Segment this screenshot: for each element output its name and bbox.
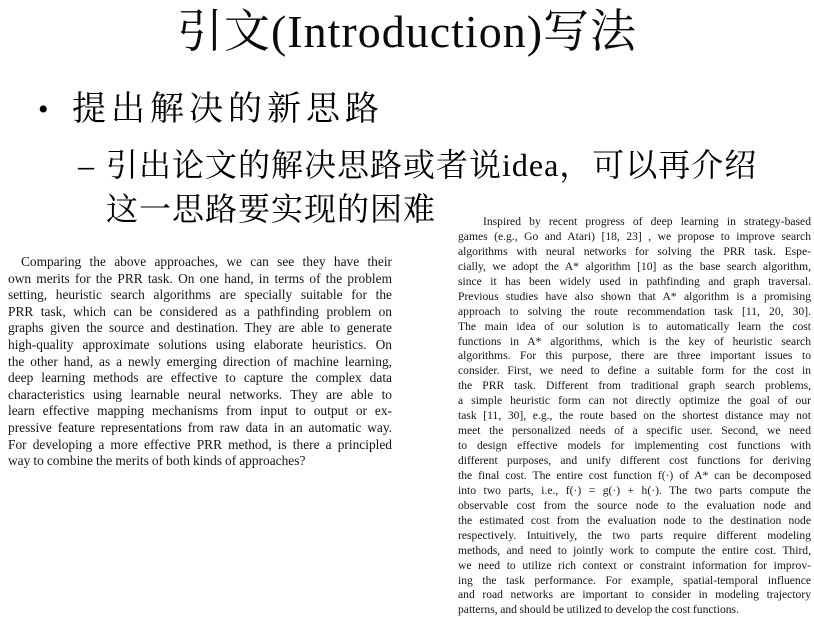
text-line: ing the task performance. For example, spatial-temporal influence (458, 573, 811, 587)
bullet-dot-icon: • (38, 93, 49, 126)
text-line: pressive feature representations from raw data in an automatic way. (8, 419, 392, 435)
text-line: we need to utilize rich context or constraint information for improv- (458, 558, 811, 572)
text-line: since it has been widely used in pathfinding and graph traversal. (458, 274, 811, 288)
text-line: the estimated cost from the evaluation node to the destination node (458, 513, 811, 527)
bullet-item-new-idea (38, 88, 384, 132)
text-line: cially, we adopt the A* algorithm [10] as the base search algorithm, (458, 259, 811, 273)
text-line: a simple heuristic form can not directly optimize the goal of our (458, 394, 811, 408)
text-line: observable cost from the source node to the evaluation node and (458, 498, 811, 512)
text-line: way to combine the merits of both kinds of approaches? (8, 453, 306, 469)
text-line: algorithms with neural networks for solving the PRR task. Espe- (458, 244, 811, 258)
text-line: algorithms. For this purpose, there are three important issues to (458, 349, 811, 363)
right-paper-excerpt (458, 215, 811, 618)
text-line: learn effective mapping mechanisms from input to output or ex- (8, 403, 392, 419)
left-paper-excerpt (8, 254, 392, 470)
text-line: games (e.g., Go and Atari) [18, 23] , we propose to improve search (458, 229, 811, 243)
bullet-text: 提出解决的新思路 (72, 91, 384, 128)
text-line: the PRR task. Different from traditional graph search problems, (458, 379, 811, 393)
text-line: The main idea of our solution is to automatically learn the cost (458, 319, 811, 333)
text-line: setting, heuristic search algorithms are specially suitable for the (8, 287, 392, 303)
text-line: meet the personalized needs of a specific user. Second, we need (458, 424, 811, 438)
text-line: consider. First, we need to define a suitable form for the cost in (458, 364, 811, 378)
slide-title: 引文(Introduction)写法 (176, 6, 638, 57)
dash-bullet-icon: – (78, 147, 94, 183)
text-line: For developing a more effective PRR method, is there a principled (8, 436, 392, 452)
text-line: Inspired by recent progress of deep learning in strategy-based (483, 215, 811, 228)
text-line: respectively. Intuitively, the two parts require different modeling (458, 528, 811, 542)
text-line: patterns, and should be utilized to develop the cost functions. (458, 603, 739, 617)
text-line: Comparing the above approaches, we can see they have their (21, 254, 392, 269)
text-line: Previous studies have also shown that A* algorithm is a promising (458, 289, 811, 303)
text-line: own merits for the PRR task. On one hand, in terms of the problem (8, 270, 392, 286)
text-line: deep learning methods are effective to capture the complex data (8, 370, 392, 386)
text-line: 这一思路要实现的困难 (106, 191, 437, 227)
text-line: task [11, 30], e.g., the route based on the shortest distance may not (458, 409, 811, 423)
text-line: high-quality approximate solutions using elaborate heuristics. On (8, 336, 392, 352)
text-line: functions in A* algorithms, which is the key of heuristic search (458, 334, 811, 348)
text-line: the final cost. The entire cost function f(·) of A* can be decomposed (458, 468, 811, 482)
text-line: PRR task, which can be considered as a pathfinding problem on (8, 303, 392, 319)
text-line: methods, and need to jointly work to compute the entire cost. Third, (458, 543, 811, 557)
text-line: the other hand, as a newly emerging direction of machine learning, (8, 353, 392, 369)
text-line: and road networks are important to consider in modeling trajectory (458, 588, 811, 602)
text-line: characteristics using learnable neural networks. They are able to (8, 386, 392, 402)
text-line: graphs given the source and destination. They are able to generate (8, 320, 392, 336)
text-line: into two parts, i.e., f(·) = g(·) + h(·). The two parts compute the (458, 483, 811, 497)
text-line: to design effective models for implementing cost functions with (458, 439, 811, 453)
text-line: 引出论文的解决思路或者说idea，可以再介绍 (106, 147, 758, 183)
text-line: approach to solving the route recommendation task [11, 20, 30]. (458, 304, 811, 318)
text-line: different purposes, and unify different cost functions for deriving (458, 454, 811, 467)
